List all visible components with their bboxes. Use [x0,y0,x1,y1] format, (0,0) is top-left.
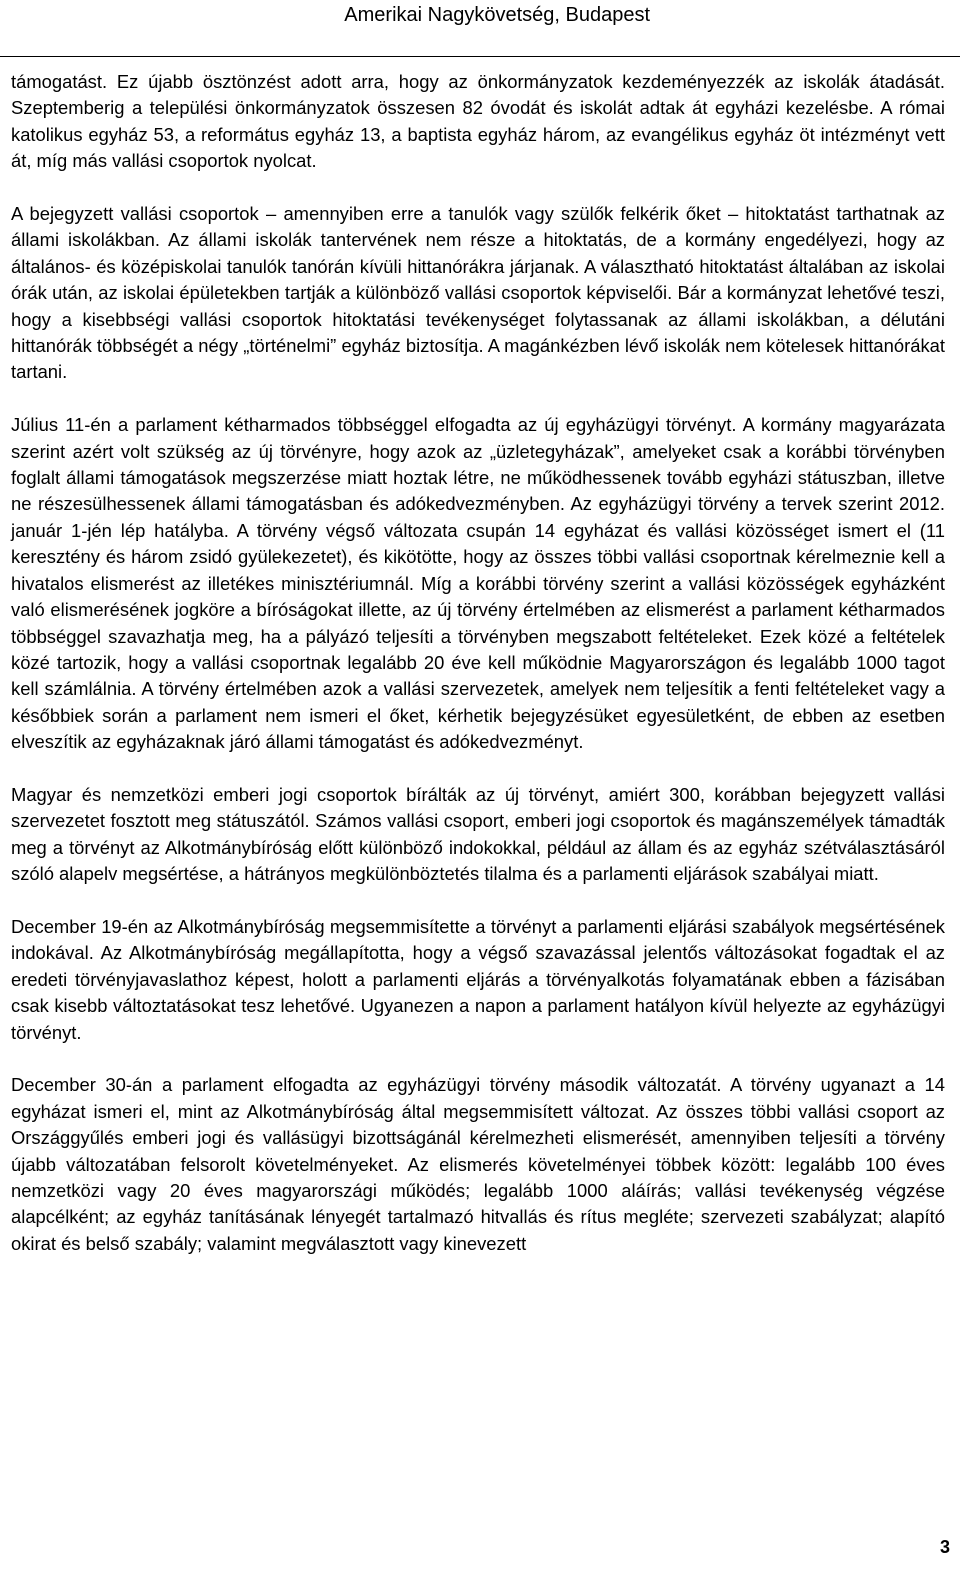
paragraph-6: December 30-án a parlament elfogadta az egyházügyi törvény második változatát. A törvény ugyanazt a 14 egyházat ismeri el, mint az Alkotmánybíróság által megsemmisített változat. Az összes többi vallási csoport az Országgyűlés emberi jogi és vallásügyi bizottságánál kérelmezheti elismerését, amennyiben teljesíti a törvény újabb változatában felsorolt követelményeket. Az elismerés követelményei többek között: legalább 100 éves nemzetközi vagy 20 éves magyarországi működés; legalább 1000 aláírás; vallási tevékenység végzése alapcélként; az egyház tanításának lényegét tartalmazó hitvallás és rítus megléte; szervezeti szabályzat; alapító okirat és belső szabály; valamint megválasztott vagy kinevezett [11,1074,945,1254]
page-header [0,0,960,57]
paragraph-4: Magyar és nemzetközi emberi jogi csoportok bírálták az új törvényt, amiért 300, korábban bejegyzett vallási szervezetet fosztott meg státuszától. Számos vallási csoport, emberi jogi csoportok és magánszemélyek támadták meg a törvényt az Alkotmánybíróság előtt különböző indokokkal, például az állam és az egyház szétválasztásáról szóló alapelv megsértése, a hátrányos megkülönböztetés tilalma és a parlamenti eljárások szabályai miatt. [11,783,945,885]
paragraph-1: támogatást. Ez újabb ösztönzést adott arra, hogy az önkormányzatok kezdeményezzék az iskolák átadását. Szeptemberig a települési önkormányzatok összesen 82 óvodát és iskolát adtak át egyházi kezelésbe. A római katolikus egyház 53, a református egyház 13, a baptista egyház három, az evangélikus egyház öt intézményt vett át, míg más vallási csoportok nyolcat. [11,71,945,172]
page-number: 3 [939,1537,950,1557]
document-body [11,69,945,1257]
paragraph-3: Július 11-én a parlament kétharmados többséggel elfogadta az új egyházügyi törvényt. A kormány magyarázata szerint azért volt szükség az új törvényre, hogy azok az „üzletegyházak”, amelyeket csak a korábbi törvényben foglalt állami támogatások megszerzése miatt hoztak létre, ne működhessenek tovább egyházi státuszban, illetve ne részesülhessenek állami támogatásban és adókedvezményben. Az egyházügyi törvény a tervek szerint 2012. január 1-jén lép hatályba. A törvény végső változata csupán 14 egyházat és vallási közösséget ismert el (11 keresztény és három zsidó gyülekezetet), és kikötötte, hogy az összes többi vallási csoportnak kérelmeznie kell a hivatalos elismerést az illetékes minisztériumnál. Míg a korábbi törvény szerint a vallási közösségek egyházként való elismerésének jogköre a bíróságokat illette, az új törvény értelmében az elismerést a parlament kétharmados többséggel szavazhatja meg, ha a pályázó teljesíti a törvényben megszabott feltételeket. Ezek közé a feltételek közé tartozik, hogy a vallási csoportnak legalább 20 éve kell működnie Magyarországon és legalább 1000 tagot kell számlálnia. A törvény értelmében azok a vallási szervezetek, amelyek nem teljesítik a fenti feltételeket vagy a későbbiek során a parlament nem ismeri el őket, kérhetik bejegyzésüket egyesületként, de ebben az esetben elveszítik az egyházaknak járó állami támogatást és adókedvezményt. [11,414,945,753]
paragraph-2: A bejegyzett vallási csoportok – amennyiben erre a tanulók vagy szülők felkérik őket – hitoktatást tarthatnak az állami iskolákban. Az állami iskolák tantervének nem része a hitoktatás, de a kormány engedélyezi, hogy az általános- és középiskolai tanulók tanórán kívüli hittanórákra járjanak. A választható hitoktatást általában az iskolai órák után, az iskolai épületekben tartják a különböző vallási csoportok képviselői. Bár a kormányzat lehetővé teszi, hogy a kisebbségi vallási csoportok hitoktatási tevékenységet folytassanak az állami iskolákban, a délutáni hittanórák többségét a négy „történelmi” egyház biztosítja. A magánkézben lévő iskolák nem kötelesek hittanórákat tartani. [11,203,945,383]
header-title: Amerikai Nagykövetség, Budapest [344,4,650,26]
paragraph-5: December 19-én az Alkotmánybíróság megsemmisítette a törvényt a parlamenti eljárási szabályok megsértésének indokával. Az Alkotmánybíróság megállapította, hogy a végső szavazással jelentős változásokat fogadtak el az eredeti törvényjavaslathoz képest, holott a parlamenti eljárás a törvényalkotás folyamatának ebben a fázisában csak kisebb változtatásokat tesz lehetővé. Ugyanezen a napon a parlament hatályon kívül helyezte az egyházügyi törvényt. [11,915,945,1043]
